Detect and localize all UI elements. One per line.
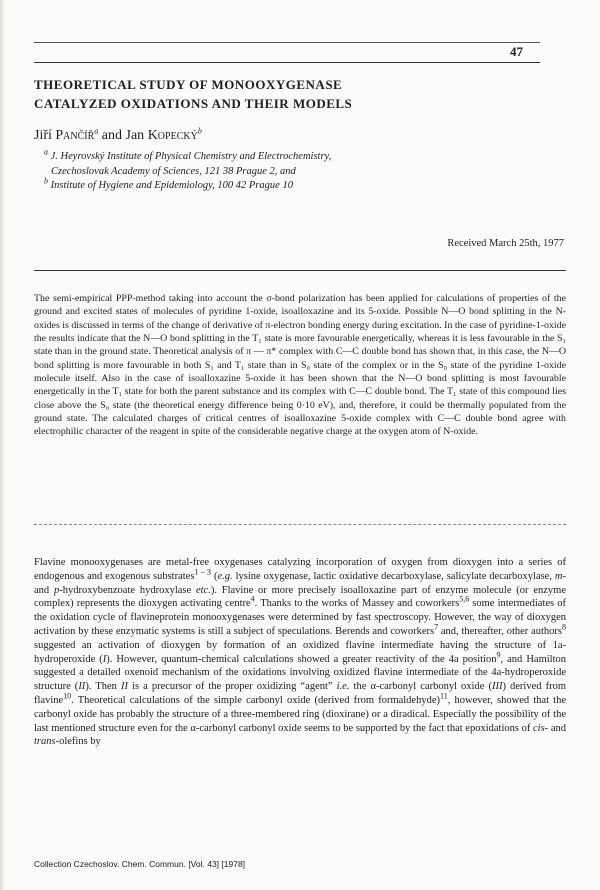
- abstract-text: The semi-empirical PPP-method taking into account the σ-bond polarization has been applied for calculations of properties of the ground and excited states of molecules of pyridine 1-oxide, isoalloxazine and its 5-oxide. Possible N—O bond splitting in the N-oxides is discussed in terms of the change of derivative of π-electron bonding energy during excitation. In the case of pyridine-1-oxide the results indicate that the N—O bond splitting in the T₁ state is more favourable energetically, whereas it is less favourable in the S₁ state than in the ground state. Theoretical analysis of π — π* complex with C—C double bond has shown that, in this case, the N—O bond splitting is more favourable in both S₁ and T₁ state than in S₀ state of the complex or in the S₀ state of the pyridine 1-oxide molecule itself. Also in the case of isoalloxazine 5-oxide it has been shown that the N—O bond splitting is most favourable energetically in the T₁ state for both the parent substance and its complex with C—C double bond. The T₁ state of this compound lies close above the S₀ state (the theoretical energy difference being 0·10 eV), and, therefore, it could be thermally populated from the ground state. The calculated charges of critical centres of isoalloxazine 5-oxide complex with C—C double bond agree with electrophilic character of the reagent in spite of the considerable negative charge at the oxygen atom of N-oxide.: [34, 293, 566, 438]
- ref-11: 11: [440, 691, 448, 701]
- ref-9: 9: [496, 650, 501, 660]
- abstract: [34, 292, 566, 439]
- author-1-last: Pančíř: [55, 128, 95, 143]
- ref-8: 8: [562, 622, 566, 632]
- affil-a-line-2: Czechoslovak Academy of Sciences, 121 38 Prague 2, and: [51, 165, 296, 177]
- received-date: Received March 25th, 1977: [447, 238, 564, 249]
- affil-b-mark: b: [44, 176, 48, 186]
- body-text: [34, 556, 566, 749]
- title-line-1: THEORETICAL STUDY OF MONOOXYGENASE: [34, 77, 343, 92]
- author-2-mark: b: [197, 126, 202, 136]
- received-rule: [34, 270, 566, 271]
- article-title: [34, 75, 352, 113]
- journal-footer: Collection Czechoslov. Chem. Commun. [Vol. 43] [1978]: [34, 859, 246, 869]
- ref-10: 10: [63, 691, 72, 701]
- author-1-mark: a: [94, 126, 99, 136]
- ref-1-3: 1 – 3: [194, 567, 212, 577]
- author-1-first: Jiří: [34, 128, 52, 143]
- header-rule-lower: [34, 62, 540, 63]
- author-2-last: Kopecký: [147, 128, 198, 143]
- affil-b-line-1: Institute of Hygiene and Epidemiology, 100 42 Prague 10: [50, 180, 293, 191]
- header-rule: [34, 42, 540, 43]
- title-line-2: CATALYZED OXIDATIONS AND THEIR MODELS: [34, 96, 353, 111]
- affiliations: [44, 147, 332, 194]
- ref-5-6: 5,6: [459, 594, 470, 604]
- author-list: [34, 128, 202, 144]
- affil-a-mark: a: [44, 147, 48, 157]
- page-spine-shadow: [0, 0, 5, 890]
- abstract-divider: [34, 524, 566, 525]
- ref-4: 4: [250, 594, 255, 604]
- body-paragraph: Flavine monooxygenases are metal-free oxygenases catalyzing incorporation of oxygen from dioxygen into a series of endogenous and exogenous substrates$^{1 - 3}$ (e.g. lysine oxygenase, lactic oxidative decarboxylase, salicylate decarboxylase, m- and p-hydroxybenzoate hydroxylase etc.). Flavine or more precisely isoalloxazine part of enzyme molecule (or enzyme complex) represents the dioxygen activating centre$^4$. Thanks to the works of Massey and coworkers$^{5,6}$ some intermediates of the oxidation cycle of flavineprotein monooxygenases were determined by fast spectroscopy. However, the way of dioxygen activation by these enzymatic systems is still a subject of speculations. Berends and coworkers$^7$ and, thereafter, other authors$^8$ suggested an activation of dioxygen by formation of an oxidized flavine intermediate having the structure of 1a-hydroperoxide (I). However, quantum-chemical calculations showed a greater reactivity of the 4a position$^9$, and Hamilton suggested a detailed oxenoid mechanism of the oxidations involving oxidized flavine intermediate of the 4a-hydroperoxide structure (II). Then II is a precursor of the proper oxidizing “agent” i.e. the α-carbonyl carbonyl oxide (III) derived from flavine$^{10}$. Theoretical calculations of the simple carbonyl oxide (derived from formaldehyde)$^{11}$, however, showed that the carbonyl oxide has probably the structure of a three-membered ring (dioxirane) or a diradical. Especially the possibility of the last mentioned structure even for the α-carbonyl carbonyl oxide seems to be supported by the fact that epoxidations of cis- and trans-olefins by: [34, 557, 567, 748]
- ref-7: 7: [434, 622, 439, 632]
- author-conjunction: and Jan: [98, 128, 148, 143]
- affil-a-line-1: J. Heyrovský Institute of Physical Chemistry and Electrochemistry,: [50, 151, 332, 162]
- page-number: 47: [510, 44, 523, 59]
